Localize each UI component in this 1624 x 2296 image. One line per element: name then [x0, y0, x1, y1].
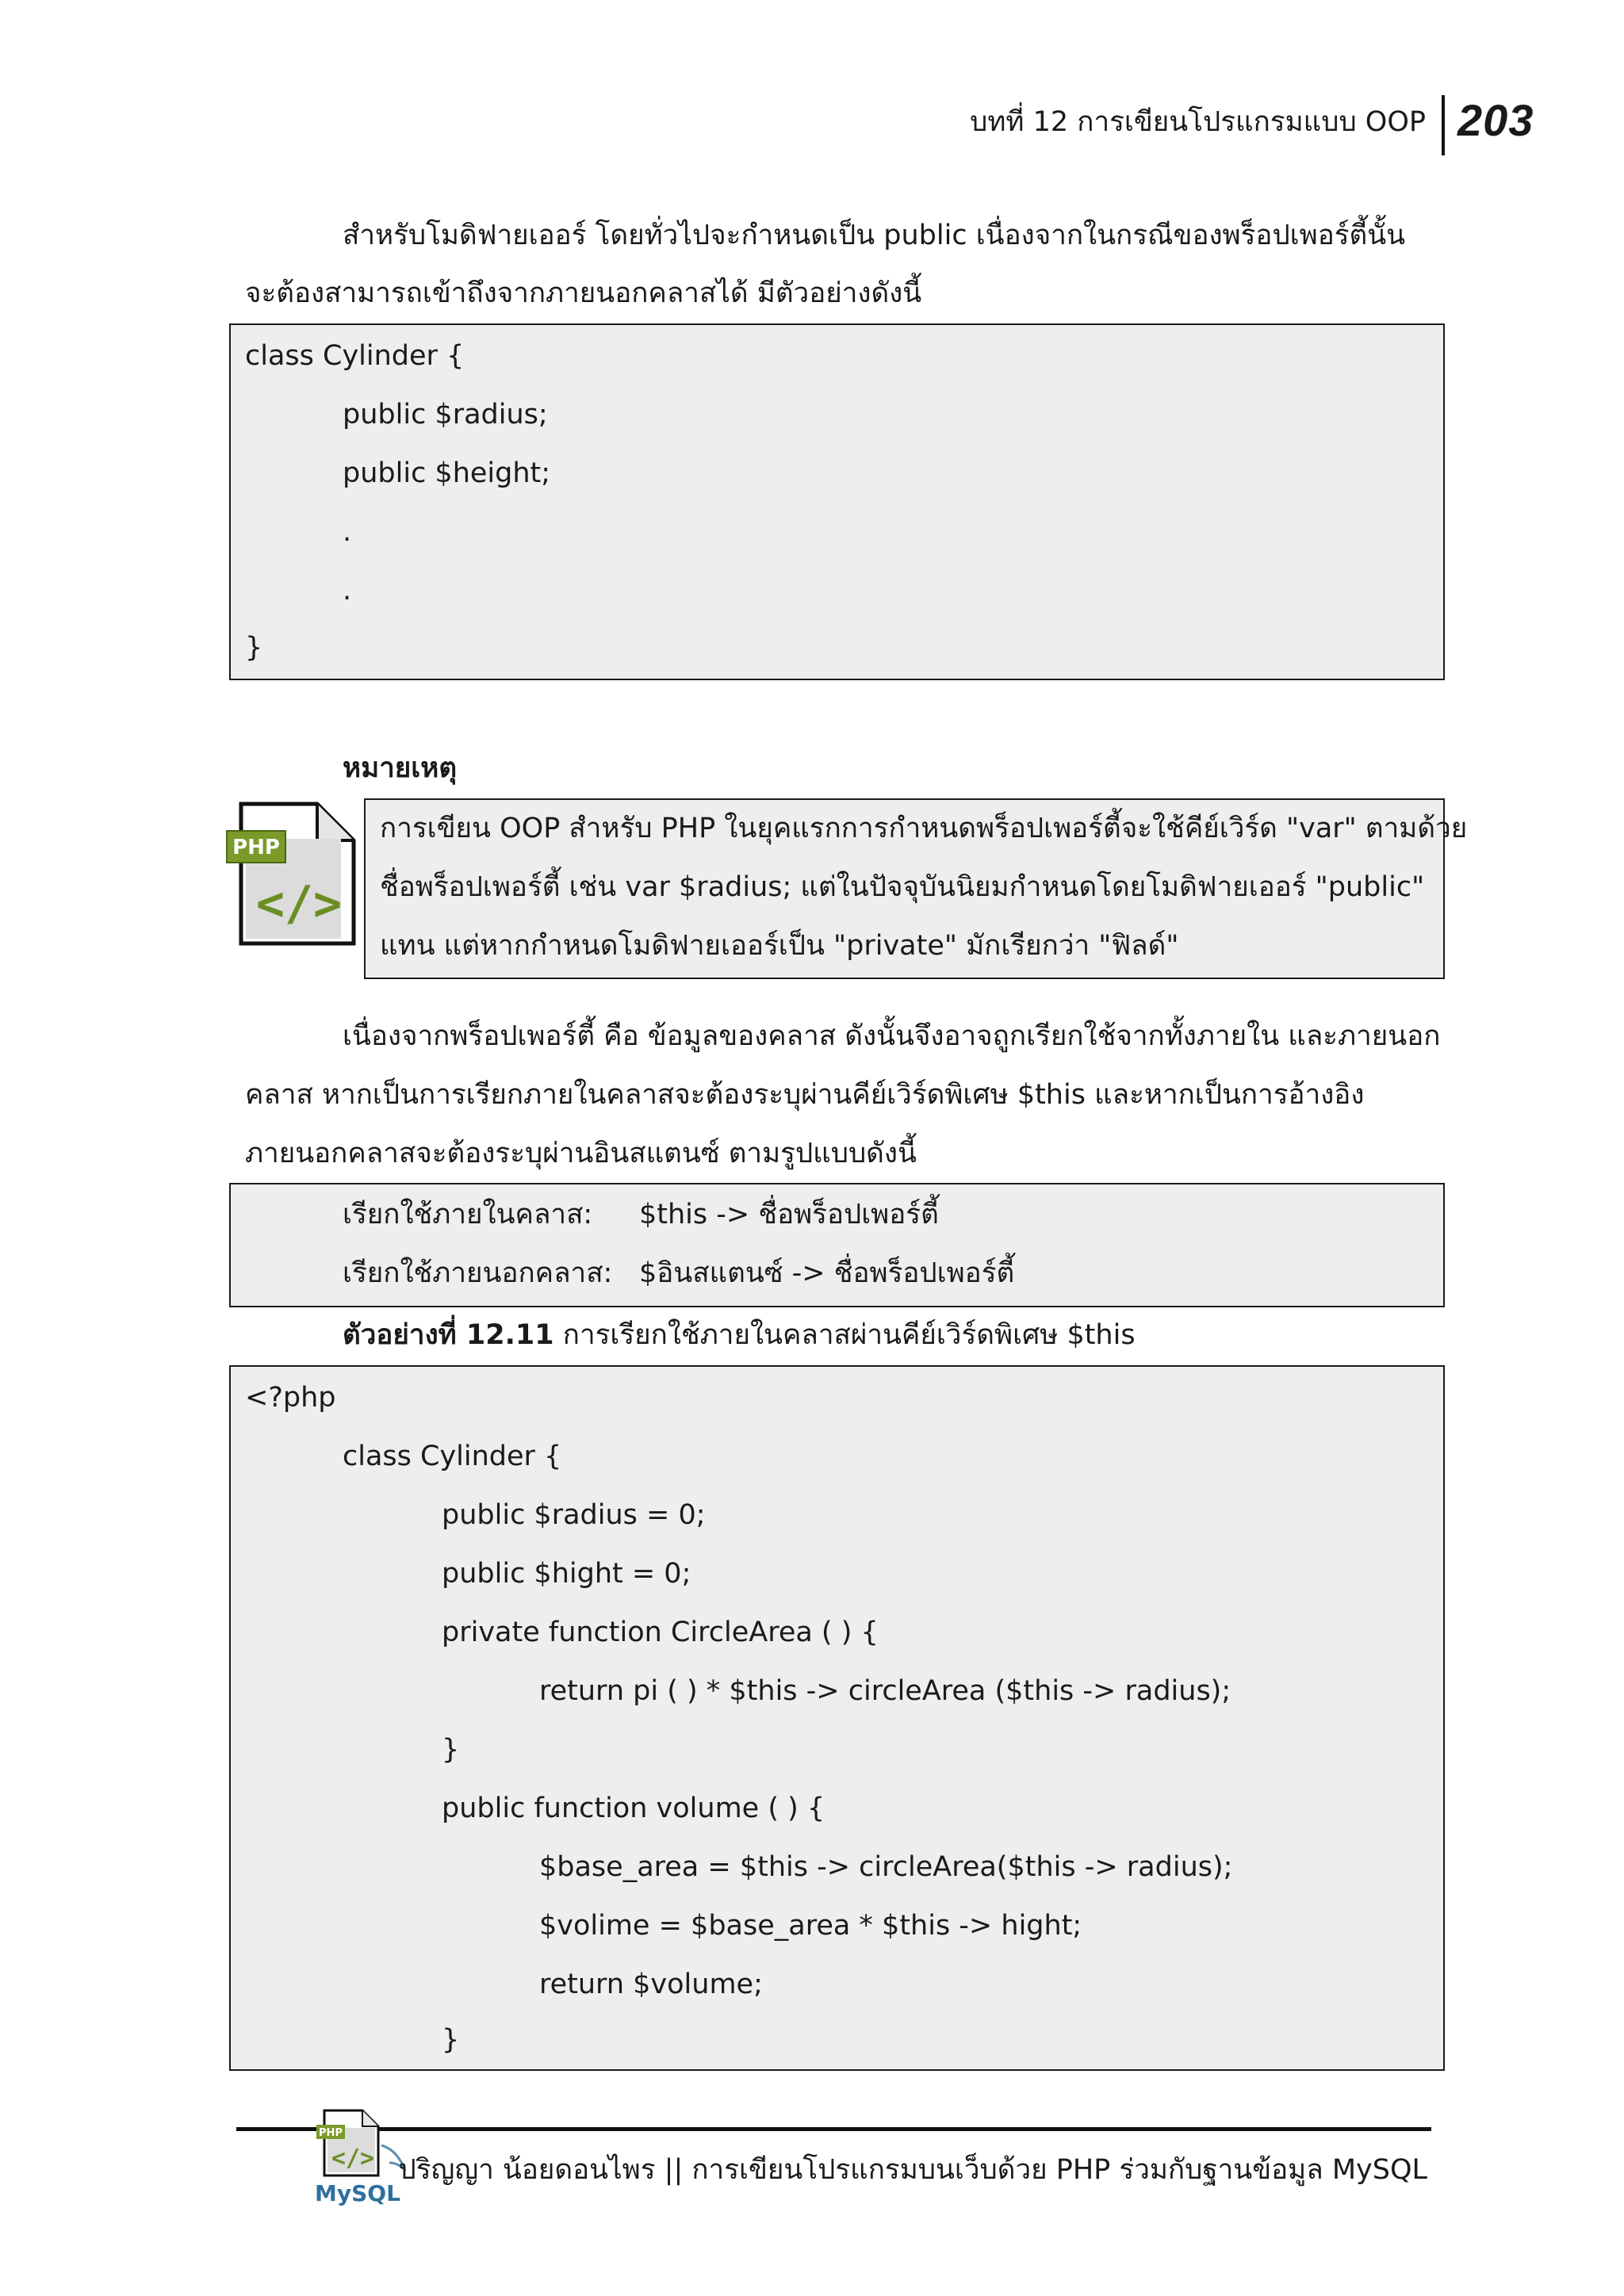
- syntax-row1-label: เรียกใช้ภายในคลาส:: [343, 1199, 593, 1230]
- code1-line-4: .: [343, 516, 352, 548]
- svg-text:MySQL: MySQL: [315, 2180, 400, 2206]
- code2-line-11: return $volume;: [539, 1969, 763, 2000]
- footer-text: ปริญญา น้อยดอนไพร || การเขียนโปรแกรมบนเว็บด้วย PHP ร่วมกับฐานข้อมูล MySQL: [398, 2154, 1427, 2186]
- code1-line-1: class Cylinder {: [245, 340, 465, 372]
- para2-line-2: คลาส หากเป็นการเรียกภายในคลาสจะต้องระบุผ่านคีย์เวิร์ดพิเศษ $this และหากเป็นการอ้างอิง: [245, 1079, 1365, 1111]
- code1-line-5: .: [343, 575, 352, 607]
- syntax-row2-value: $อินสแตนซ์ -> ชื่อพร็อปเพอร์ตี้: [639, 1257, 1015, 1289]
- code2-line-12: }: [442, 2024, 460, 2056]
- para2-line-1: เนื่องจากพร็อปเพอร์ตี้ คือ ข้อมูลของคลาส ดังนั้นจึงอาจถูกเรียกใช้จากทั้งภายใน และภายนอก: [343, 1020, 1441, 1052]
- intro-line-2: จะต้องสามารถเข้าถึงจากภายนอกคลาสได้ มีตัวอย่างดังนี้: [245, 277, 922, 309]
- svg-text:PHP: PHP: [319, 2127, 343, 2139]
- code2-line-8: public function volume ( ) {: [442, 1793, 825, 1824]
- code1-line-2: public $radius;: [343, 399, 548, 430]
- note-heading: หมายเหตุ: [343, 752, 458, 784]
- svg-text:</>: </>: [331, 2145, 375, 2172]
- syntax-row1-value: $this -> ชื่อพร็อปเพอร์ตี้: [639, 1199, 939, 1230]
- code2-line-2: class Cylinder {: [343, 1441, 562, 1472]
- code2-line-5: private function CircleArea ( ) {: [442, 1617, 879, 1648]
- intro-line-1: สำหรับโมดิฟายเออร์ โดยทั่วไปจะกำหนดเป็น public เนื่องจากในกรณีของพร็อปเพอร์ตี้นั้น: [343, 220, 1406, 251]
- php-icon-label: PHP: [232, 836, 280, 859]
- example-label: ตัวอย่างที่ 12.11: [343, 1319, 554, 1351]
- note-line-2: ชื่อพร็อปเพอร์ตี้ เช่น var $radius; แต่ในปัจจุบันนิยมกำหนดโดยโมดิฟายเออร์ "public": [380, 871, 1425, 903]
- code2-line-1: <?php: [245, 1382, 336, 1414]
- header-divider: [1442, 95, 1445, 155]
- code1-line-3: public $height;: [343, 457, 551, 489]
- php-file-icon: [224, 801, 358, 947]
- page-number: 203: [1457, 95, 1534, 145]
- syntax-row2-label: เรียกใช้ภายนอกคลาส:: [343, 1257, 613, 1289]
- example-caption-text: การเรียกใช้ภายในคลาสผ่านคีย์เวิร์ดพิเศษ $this: [562, 1319, 1136, 1351]
- svg-text:</>: </>: [255, 876, 343, 932]
- note-line-1: การเขียน OOP สำหรับ PHP ในยุคแรกการกำหนดพร็อปเพอร์ตี้จะใช้คีย์เวิร์ด "var" ตามด้วย: [380, 813, 1468, 844]
- code2-line-9: $base_area = $this -> circleArea($this -> radius);: [539, 1851, 1233, 1883]
- note-line-3: แทน แต่หากกำหนดโมดิฟายเออร์เป็น "private" มักเรียกว่า "ฟิลด์": [380, 930, 1179, 962]
- example-caption: [343, 1306, 1136, 1364]
- code2-line-7: }: [442, 1734, 460, 1766]
- para2-line-3: ภายนอกคลาสจะต้องระบุผ่านอินสแตนซ์ ตามรูปแบบดังนี้: [245, 1138, 917, 1169]
- running-header: บทที่ 12 การเขียนโปรแกรมแบบ OOP: [970, 106, 1426, 138]
- code2-line-3: public $radius = 0;: [442, 1499, 706, 1531]
- code2-line-6: return pi ( ) * $this -> circleArea ($this -> radius);: [539, 1675, 1231, 1707]
- code2-line-4: public $hight = 0;: [442, 1558, 691, 1590]
- code2-line-10: $volime = $base_area * $this -> hight;: [539, 1910, 1082, 1942]
- code1-line-6: }: [245, 632, 263, 664]
